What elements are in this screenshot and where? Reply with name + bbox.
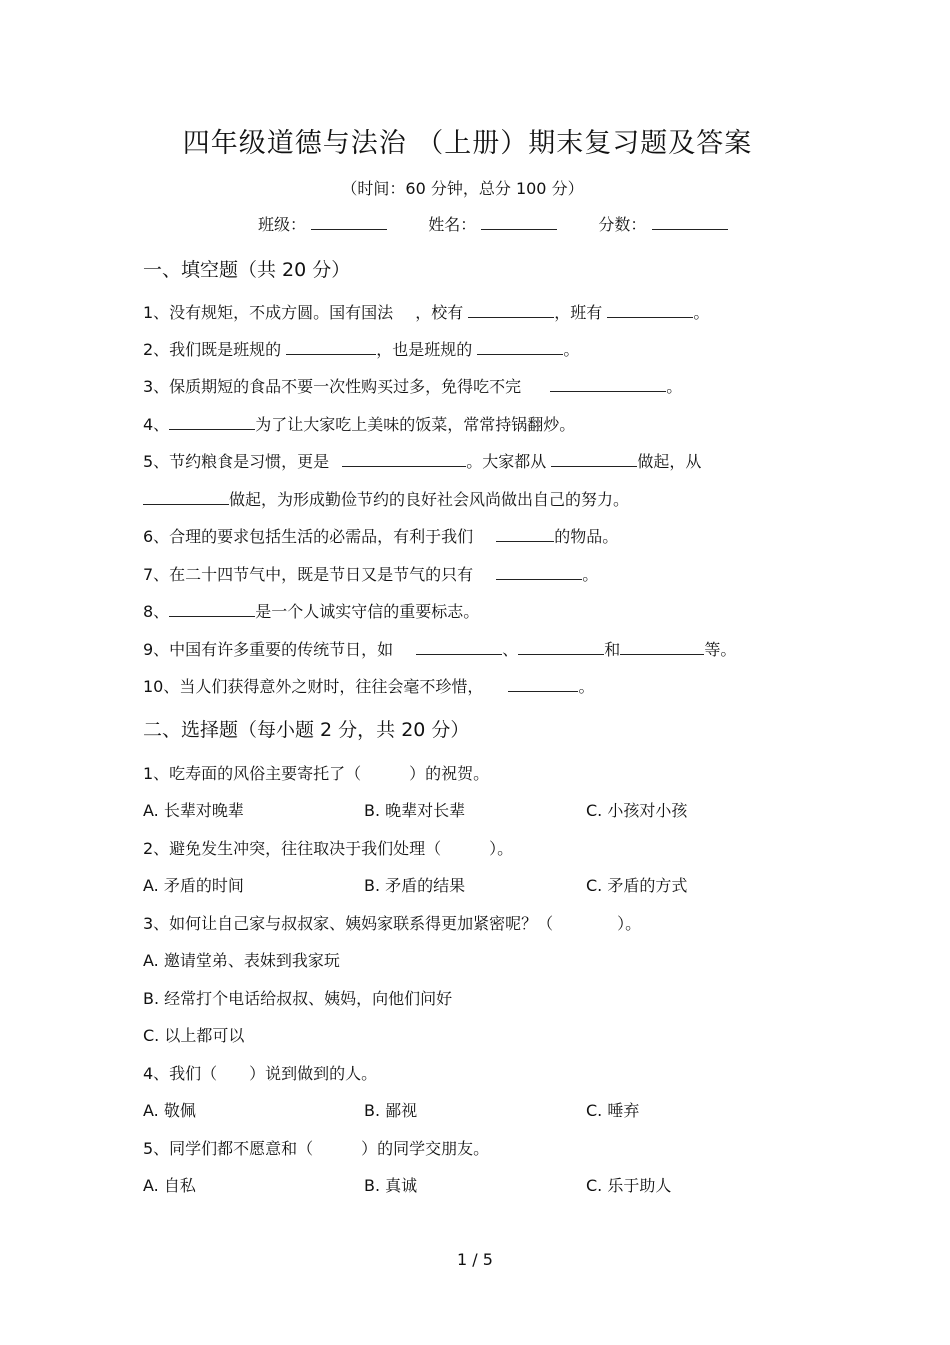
question-1-3 [143, 374, 682, 397]
score-blank[interactable] [652, 215, 728, 230]
question-text: 。大家都从 [466, 452, 547, 471]
option-c[interactable]: C. 矛盾的方式 [586, 876, 688, 895]
question-text: 。 [666, 377, 683, 396]
question-text: 。 [578, 677, 595, 696]
name-label: 姓名： [428, 215, 477, 234]
question-text: 。 [693, 303, 710, 322]
answer-blank[interactable] [550, 377, 666, 392]
question-1-4 [143, 412, 575, 435]
question-1-5 [143, 449, 701, 472]
question-text: 的物品。 [554, 527, 619, 546]
question-1-8 [143, 599, 479, 622]
answer-blank[interactable] [143, 490, 229, 505]
question-text: 9、中国有许多重要的传统节日，如 [143, 640, 394, 659]
question-2-5: 5、同学们都不愿意和（ ）的同学交朋友。 [143, 1139, 490, 1158]
question-text: 5、节约粮食是习惯，更是 [143, 452, 330, 471]
class-field [258, 212, 387, 235]
question-text: 做起，从 [637, 452, 702, 471]
answer-blank[interactable] [620, 640, 704, 655]
question-text: 4、 [143, 415, 170, 434]
option-c[interactable]: C. 唾弃 [586, 1101, 640, 1120]
name-field [428, 212, 557, 235]
answer-blank[interactable] [496, 565, 582, 580]
answer-blank[interactable] [551, 452, 637, 467]
page-number: 1 / 5 [457, 1250, 493, 1269]
name-blank[interactable] [481, 215, 557, 230]
question-text: 、 [502, 640, 519, 659]
question-1-10 [143, 674, 594, 697]
question-text: 为了让大家吃上美味的饭菜，常常持锅翻炒。 [255, 415, 576, 434]
option-b[interactable]: B. 鄙视 [364, 1101, 418, 1120]
question-text: 7、在二十四节气中，既是节日又是节气的只有 [143, 565, 474, 584]
answer-blank[interactable] [169, 602, 255, 617]
question-text: 和 [604, 640, 621, 659]
question-1-9 [143, 637, 736, 660]
answer-blank[interactable] [477, 340, 563, 355]
question-1-6 [143, 524, 618, 547]
option-b[interactable]: B. 真诚 [364, 1176, 418, 1195]
answer-blank[interactable] [468, 303, 554, 318]
student-info-fields [258, 212, 764, 235]
option-a[interactable]: A. 自私 [143, 1176, 196, 1195]
answer-blank[interactable] [342, 452, 466, 467]
question-text: 做起，为形成勤俭节约的良好社会风尚做出自己的努力。 [229, 490, 630, 509]
question-text: 是一个人诚实守信的重要标志。 [255, 602, 480, 621]
answer-blank[interactable] [607, 303, 693, 318]
option-a[interactable]: A. 长辈对晚辈 [143, 801, 244, 820]
question-text: 2、我们既是班规的 [143, 340, 282, 359]
option-a[interactable]: A. 邀请堂弟、表妹到我家玩 [143, 951, 340, 970]
question-text: 8、 [143, 602, 170, 621]
question-1-2 [143, 337, 579, 360]
answer-blank[interactable] [518, 640, 604, 655]
option-c[interactable]: C. 以上都可以 [143, 1026, 245, 1045]
page-title: 四年级道德与法治 （上册）期末复习题及答案 [182, 128, 753, 159]
score-label: 分数： [598, 215, 647, 234]
question-text: 6、合理的要求包括生活的必需品，有利于我们 [143, 527, 474, 546]
answer-blank[interactable] [416, 640, 502, 655]
option-c[interactable]: C. 乐于助人 [586, 1176, 672, 1195]
answer-blank[interactable] [508, 677, 578, 692]
question-text: 。 [582, 565, 599, 584]
question-text: ，班有 [554, 303, 603, 322]
answer-blank[interactable] [496, 527, 554, 542]
option-a[interactable]: A. 矛盾的时间 [143, 876, 244, 895]
class-label: 班级： [258, 215, 307, 234]
question-text: 3、保质期短的食品不要一次性购买过多，免得吃不完 [143, 377, 522, 396]
question-text: 10、当人们获得意外之财时，往往会毫不珍惜， [143, 677, 484, 696]
question-text: 1、没有规矩，不成方圆。国有国法 [143, 303, 394, 322]
question-text: ，校有 [415, 303, 464, 322]
class-blank[interactable] [311, 215, 387, 230]
section-heading-fill-in: 一、填空题（共 20 分） [143, 259, 351, 281]
exam-info: （时间：60 分钟，总分 100 分） [341, 179, 584, 198]
question-2-4: 4、我们（ ）说到做到的人。 [143, 1064, 378, 1083]
option-b[interactable]: B. 晚辈对长辈 [364, 801, 466, 820]
option-b[interactable]: B. 矛盾的结果 [364, 876, 466, 895]
option-b[interactable]: B. 经常打个电话给叔叔、姨妈，向他们问好 [143, 989, 453, 1008]
section-heading-multiple-choice: 二、选择题（每小题 2 分，共 20 分） [143, 719, 470, 741]
question-text: ，也是班规的 [376, 340, 473, 359]
option-a[interactable]: A. 敬佩 [143, 1101, 196, 1120]
answer-blank[interactable] [169, 415, 255, 430]
question-2-1: 1、吃寿面的风俗主要寄托了（ ）的祝贺。 [143, 764, 490, 783]
question-1-1 [143, 300, 709, 323]
question-2-3: 3、如何让自己家与叔叔家、姨妈家联系得更加紧密呢？（ ）。 [143, 914, 642, 933]
answer-blank[interactable] [286, 340, 376, 355]
option-c[interactable]: C. 小孩对小孩 [586, 801, 688, 820]
question-1-7 [143, 562, 598, 585]
question-text: 。 [563, 340, 580, 359]
question-text: 等。 [704, 640, 737, 659]
question-1-5-continued [143, 487, 629, 510]
question-2-2: 2、避免发生冲突，往往取决于我们处理（ ）。 [143, 839, 514, 858]
score-field [598, 212, 727, 235]
